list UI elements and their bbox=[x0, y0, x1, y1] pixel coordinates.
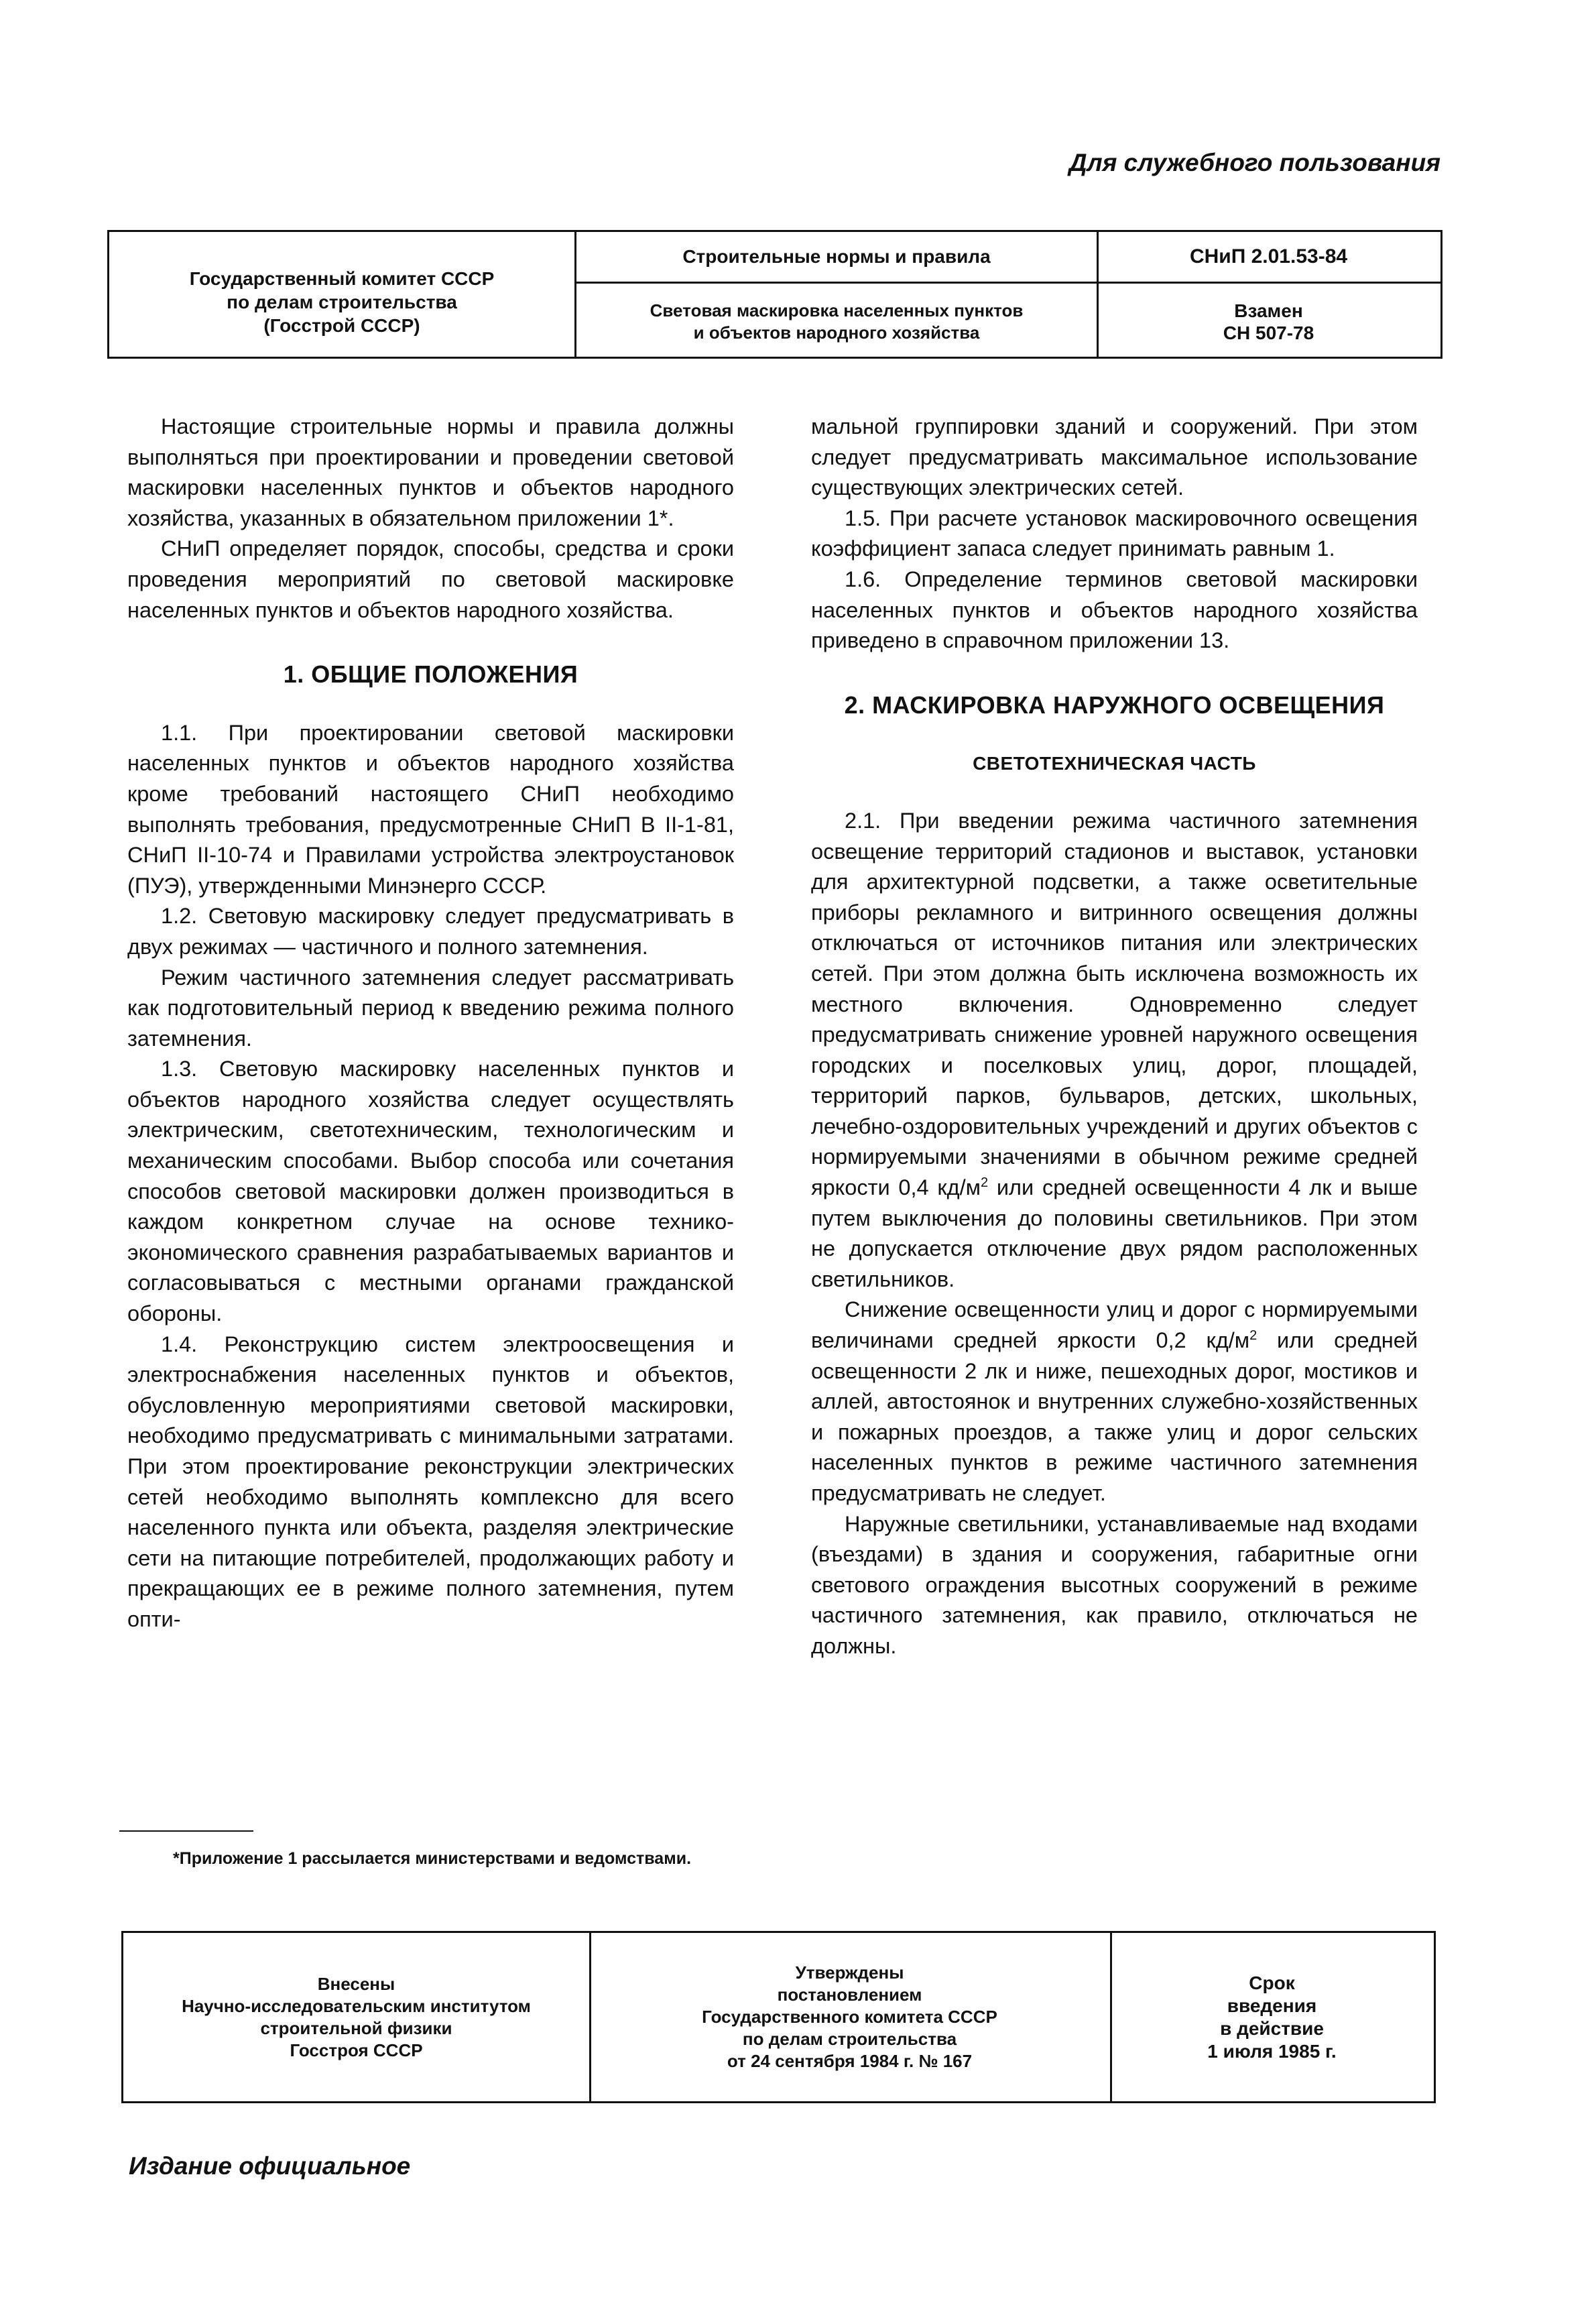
clause-1-2: 1.2. Световую маскировку следует предусматривать в двух режимах — частичного и полного затемнения. bbox=[127, 904, 734, 959]
intro-paragraph: СНиП определяет порядок, способы, средства и сроки проведения мероприятий по световой маскировке населенных пунктов и объектов народного хозяйства. bbox=[127, 536, 734, 622]
restricted-use-note: Для служебного пользования bbox=[1068, 149, 1440, 176]
issuing-organization bbox=[109, 232, 576, 357]
header-table bbox=[107, 230, 1442, 359]
clause-2-1-paragraph bbox=[811, 1295, 1418, 1509]
document-type: Строительные нормы и правила bbox=[576, 232, 1097, 284]
footer-line: по делам строительства bbox=[742, 2029, 957, 2049]
footer-line: строительной физики bbox=[260, 2017, 452, 2038]
org-line: (Госстрой СССР) bbox=[263, 314, 420, 336]
footer-line: Утверждены bbox=[795, 1962, 904, 1983]
replaces-label: Взамен bbox=[1234, 300, 1303, 321]
footer-line: Госстроя СССР bbox=[290, 2040, 423, 2060]
org-line: Государственный комитет СССР bbox=[189, 268, 495, 289]
right-column bbox=[811, 412, 1418, 1662]
title-line: Световая маскировка населенных пунктов bbox=[650, 300, 1024, 320]
footer-line: постановлением bbox=[777, 1985, 922, 2005]
approved-by-cell bbox=[589, 1933, 1112, 2101]
clause-text: или средней освещенности 2 лк и ниже, пешеходных дорог, мостиков и аллей, автостоянок и внутренних служебно-хозяйственных и пожарных проездов, а также улиц и дорог сельских населенных пунктов в режиме частичного затемнения предусматривать не следует. bbox=[811, 1328, 1418, 1505]
introduced-by-cell bbox=[123, 1933, 591, 2101]
superscript: 2 bbox=[1249, 1328, 1257, 1344]
document-code-cell bbox=[1097, 232, 1440, 357]
edition-note: Издание официальное bbox=[129, 2152, 411, 2180]
clause-1-5: 1.5. При расчете установок маскировочного освещения коэффициент запаса следует принимать равным 1. bbox=[811, 506, 1418, 561]
footer-table bbox=[121, 1931, 1436, 2103]
title-line: и объектов народного хозяйства bbox=[693, 322, 980, 343]
footer-line: 1 июля 1985 г. bbox=[1207, 2040, 1337, 2062]
clause-1-1: 1.1. При проектировании световой маскировки населенных пунктов и объектов народного хозяйства кроме требований настоящего СНиП необходимо выполнять требования, предусмотренные СНиП В II-1-81, СНиП II-10-74 и Правилами устройства электроустановок (ПУЭ), утвержденными Минэнерго СССР. bbox=[127, 720, 734, 898]
footer-line: Государственного комитета СССР bbox=[702, 2007, 997, 2027]
clause-1-2-continued: Режим частичного затемнения следует рассматривать как подготовительный период к введению режима полного затемнения. bbox=[127, 965, 734, 1051]
replaces-code: СН 507-78 bbox=[1223, 322, 1314, 343]
superscript: 2 bbox=[980, 1175, 989, 1191]
left-column bbox=[127, 412, 734, 1635]
intro-paragraph: Настоящие строительные нормы и правила должны выполняться при проектировании и проведении световой маскировки населенных пунктов и объектов народного хозяйства, указанных в обязательном приложении 1*. bbox=[127, 414, 734, 530]
clause-2-1 bbox=[811, 806, 1418, 1295]
footnote: *Приложение 1 рассылается министерствами и ведомствами. bbox=[173, 1849, 692, 1868]
document-type-cell bbox=[576, 232, 1099, 357]
clause-2-1-paragraph: Наружные светильники, устанавливаемые над входами (въездами) в здания и сооружения, габаритные огни светового ограждения высотных сооружений в режиме частичного затемнения, как правило, отключаться не должны. bbox=[811, 1511, 1418, 1658]
effective-date-cell bbox=[1110, 1933, 1434, 2101]
footer-line: от 24 сентября 1984 г. № 167 bbox=[727, 2051, 973, 2071]
footer-line: введения bbox=[1227, 1995, 1317, 2016]
section-heading: 2. МАСКИРОВКА НАРУЖНОГО ОСВЕЩЕНИЯ bbox=[844, 691, 1385, 719]
document-code: СНиП 2.01.53-84 bbox=[1097, 232, 1440, 284]
clause-1-6: 1.6. Определение терминов световой маскировки населенных пунктов и объектов народного хозяйства приведено в справочном приложении 13. bbox=[811, 567, 1418, 653]
clause-text: или средней освещенности 4 лк и выше путем выключения до половины светильников. При этом не допускается отключение двух рядом расположенных светильников. bbox=[811, 1175, 1418, 1291]
footer-line: в действие bbox=[1220, 2017, 1324, 2039]
clause-1-4: 1.4. Реконструкцию систем электроосвещения и электроснабжения населенных пунктов и объектов, обусловленную мероприятиями световой маскировки, необходимо предусматривать с минимальными затратами. При этом проектирование реконструкции электрических сетей необходимо выполнять комплексно для всего населенного пункта или объекта, разделяя электрические сети на питающие потребителей, продолжающих работу и прекращающих ее в режиме полного затемнения, путем опти- bbox=[127, 1332, 734, 1631]
footnote-divider bbox=[119, 1830, 253, 1832]
org-line: по делам строительства bbox=[227, 291, 457, 312]
clause-text: Снижение освещенности улиц и дорог с нормируемыми величинами средней яркости 0,2 кд/м bbox=[811, 1297, 1418, 1353]
clause-1-3: 1.3. Световую маскировку населенных пунктов и объектов народного хозяйства следует осуществлять электрическим, светотехническим, технологическим и механическим способами. Выбор способа или сочетания способов световой маскировки должен производиться в каждом конкретном случае на основе технико-экономического сравнения разрабатываемых вариантов и согласовываться с местными органами гражданской обороны. bbox=[127, 1057, 734, 1326]
clause-text: 2.1. При введении режима частичного затемнения освещение территорий стадионов и выставок, установки для архитектурной подсветки, а также осветительные приборы рекламного и витринного освещения должны отключаться от источников питания или электрических сетей. При этом должна быть исключена возможность их местного включения. Одновременно следует предусматривать снижение уровней наружного освещения городских и поселковых улиц, дорог, площадей, территорий парков, бульваров, детских, школьных, лечебно-оздоровительных учреждений и других объектов с нормируемыми значениями в обычном режиме средней яркости 0,4 кд/м bbox=[811, 808, 1418, 1200]
footer-line: Срок bbox=[1249, 1972, 1295, 1993]
footer-line: Научно-исследовательским институтом bbox=[182, 1995, 531, 2016]
subsection-heading: СВЕТОТЕХНИЧЕСКАЯ ЧАСТЬ bbox=[973, 753, 1256, 774]
document-title bbox=[576, 284, 1097, 359]
clause-1-4-continued: мальной группировки зданий и сооружений. При этом следует предусматривать максимальное использование существующих электрических сетей. bbox=[811, 414, 1418, 500]
footer-line: Внесены bbox=[317, 1973, 395, 1994]
replaces-note bbox=[1097, 284, 1440, 359]
section-heading: 1. ОБЩИЕ ПОЛОЖЕНИЯ bbox=[283, 660, 578, 689]
